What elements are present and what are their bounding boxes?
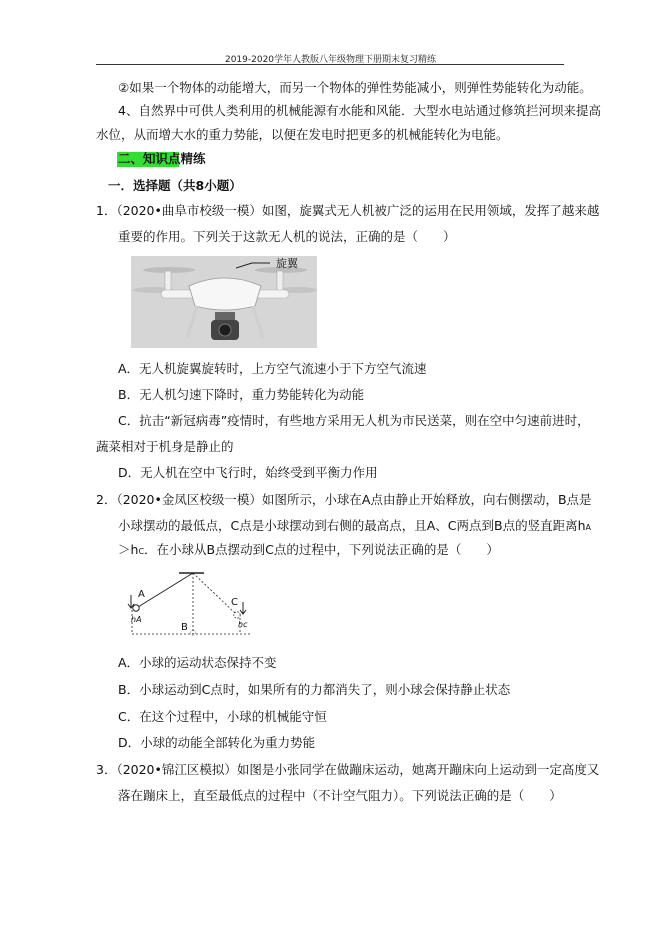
pendulum-label-b: B — [181, 622, 188, 633]
pendulum-label-a: A — [138, 589, 145, 600]
q1-option-d: D．无人机在空中飞行时，始终受到平衡力作用 — [118, 465, 378, 480]
pendulum-label-ha: hA — [131, 615, 142, 624]
q2-stem-line-3-text: ．在小球从B点摆动到C点的过程中，下列说法正确的是（ ） — [144, 542, 499, 557]
q2-stem-line-2-text: 小球摆动的最低点，C点是小球摆动到右侧的最高点，且A、C两点到B点的竖直距离h — [118, 518, 586, 533]
q2-option-d: D．小球的动能全部转化为重力势能 — [118, 735, 316, 750]
q2-gt-hc: ＞h — [118, 542, 139, 557]
q1-stem-line-1: 1．（2020•曲阜市校级一模）如图，旋翼式无人机被广泛的运用在民用领域，发挥了越来越 — [96, 203, 600, 218]
section-subheading: 一．选择题（共8小题） — [108, 178, 242, 193]
page-header-title: 2019-2020学年人教版八年级物理下册期末复习精练 — [224, 55, 437, 65]
q1-stem-line-2: 重要的作用。下列关于这款无人机的说法，正确的是（ ） — [118, 229, 456, 244]
q2-option-a: A．小球的运动状态保持不变 — [118, 655, 277, 670]
rotor-label: 旋翼 — [276, 257, 298, 270]
pendulum-label-c: C — [231, 597, 238, 608]
rotor-pointer-line — [236, 258, 272, 270]
q1-option-c-line-2: 蔬菜相对于机身是静止的 — [96, 439, 234, 454]
q3-stem-line-1: 3．（2020•锦江区模拟）如图是小张同学在做蹦床运动，她离开蹦床向上运动到一定高度又 — [96, 762, 600, 777]
q3-stem-line-2: 落在蹦床上，直至最低点的过程中（不计空气阻力）。下列说法正确的是（ ） — [118, 788, 562, 803]
q2-stem-line-3 — [118, 542, 499, 560]
pendulum-figure — [124, 570, 264, 642]
intro-line-4a: 4、自然界中可供人类利用的机械能源有水能和风能．大型水电站通过修筑拦河坝来提高 — [118, 103, 601, 118]
pendulum-label-hc: hc — [238, 620, 248, 629]
q2-option-c: C．在这个过程中，小球的机械能守恒 — [118, 709, 327, 724]
q1-option-b: B．无人机匀速下降时，重力势能转化为动能 — [118, 387, 365, 402]
intro-line-4b: 水位，从而增大水的重力势能，以便在发电时把更多的机械能转化为电能。 — [96, 127, 509, 142]
q1-option-c-line-1: C．抗击“新冠病毒”疫情时，有些地方采用无人机为市民送菜，则在空中匀速前进时， — [118, 413, 590, 428]
intro-line-2: ②如果一个物体的动能增大，而另一个物体的弹性势能减小，则弹性势能转化为动能。 — [118, 80, 592, 95]
q2-subscript-a: A — [585, 523, 591, 532]
q2-stem-line-2 — [118, 518, 591, 536]
q2-option-b: B．小球运动到C点时，如果所有的力都消失了，则小球会保持静止状态 — [118, 682, 511, 697]
header-divider — [96, 64, 564, 65]
q1-option-a: A．无人机旋翼旋转时，上方空气流速小于下方空气流速 — [118, 361, 427, 376]
q2-subscript-c: C — [138, 547, 145, 556]
q2-stem-line-1: 2．（2020•金凤区校级一模）如图所示，小球在A点由静止开始释放，向右侧摆动，B点是 — [96, 492, 592, 507]
section-heading: 二、知识点精练 — [118, 151, 206, 166]
